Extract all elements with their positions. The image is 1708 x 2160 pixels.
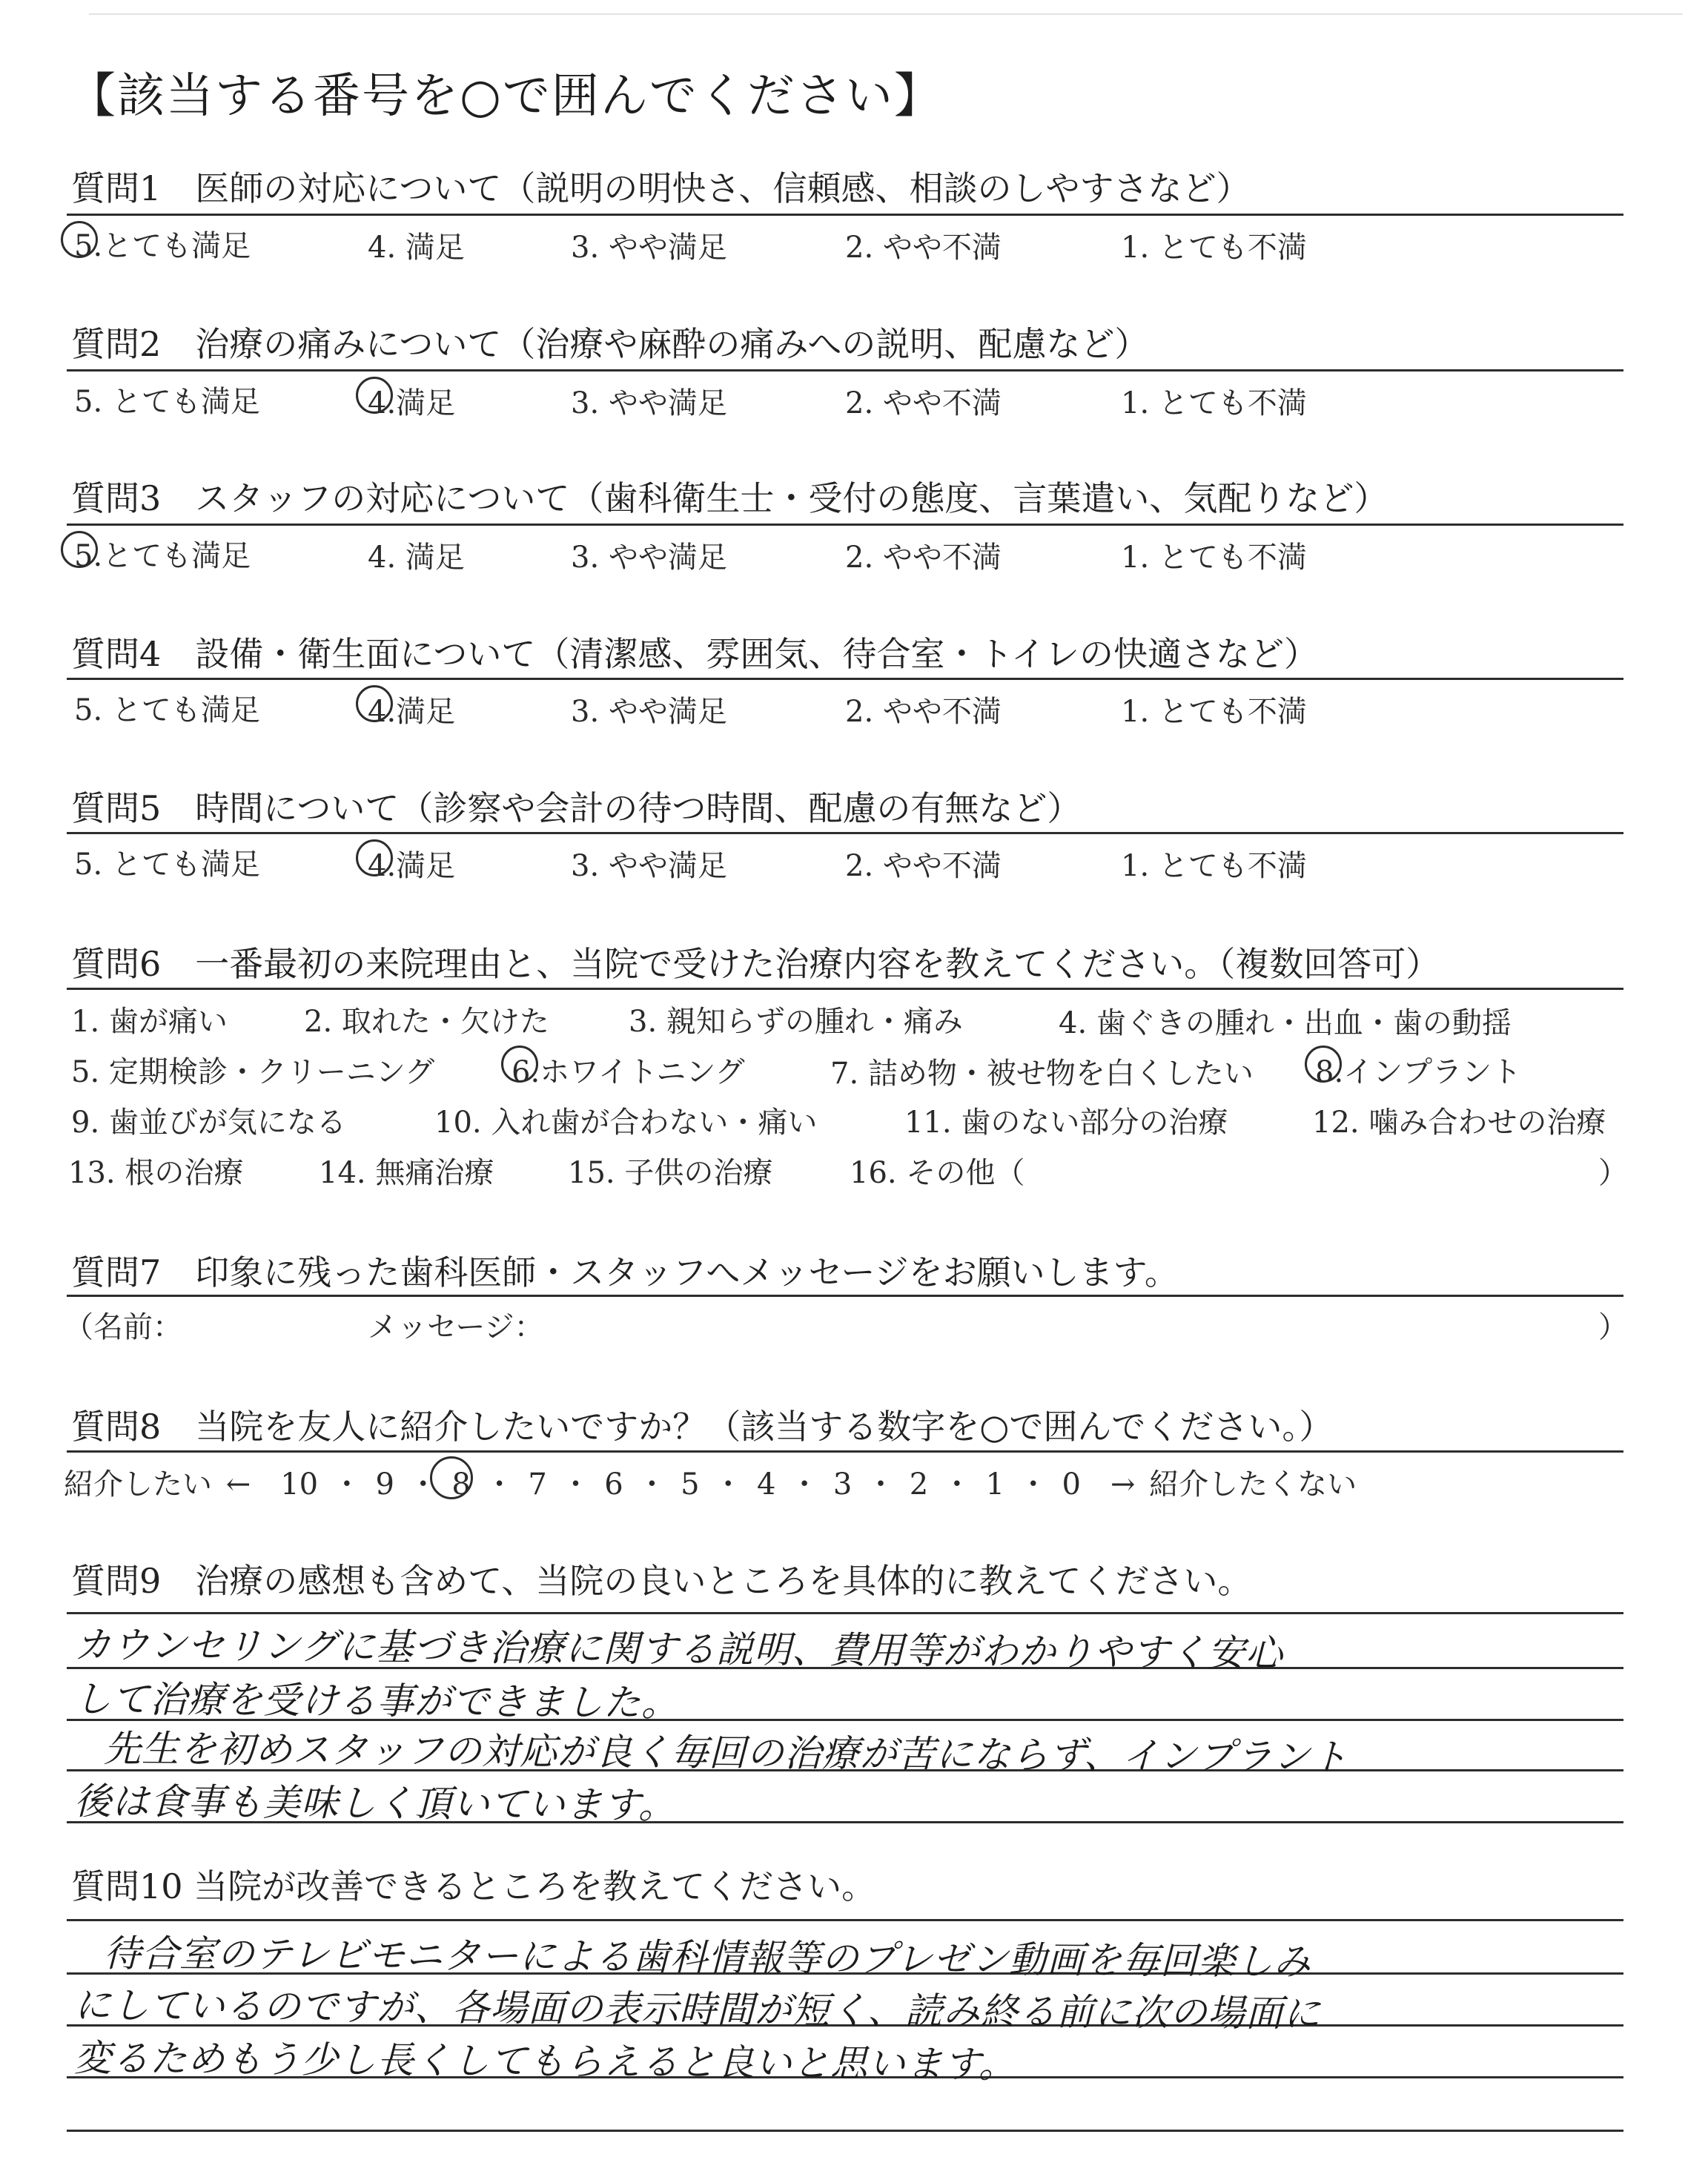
divider — [67, 369, 1623, 371]
answer-circle-mark — [356, 685, 393, 722]
q2-option-4[interactable]: 4.満足 — [368, 386, 456, 420]
q8-recommend-scale[interactable]: 紹介したい ← 10 ・ 9 ・ 8 ・ 7 ・ 6 ・ 5 ・ 4 ・ 3 ・ 2 ・ 1 ・ 0 → 紹介したくない — [64, 1467, 1357, 1502]
q10-answer-line-3: 変るためもう少し長くしてもらえると良いと思います。 — [73, 2036, 1017, 2087]
q1-option-2[interactable]: 2. やや不満 — [845, 231, 1002, 265]
q3-option-4[interactable]: 4. 満足 — [368, 541, 465, 575]
q6-option-16[interactable]: 16. その他（ — [850, 1156, 1025, 1190]
q6-option-5[interactable]: 5. 定期検診・クリーニング — [71, 1055, 435, 1089]
q5-option-1[interactable]: 1. とても不満 — [1121, 849, 1307, 883]
q2-option-1[interactable]: 1. とても不満 — [1121, 386, 1307, 420]
divider — [67, 678, 1623, 680]
q6-option-2[interactable]: 2. 取れた・欠けた — [304, 1005, 549, 1039]
q6-option-15[interactable]: 15. 子供の治療 — [568, 1156, 773, 1190]
answer-line — [67, 1919, 1623, 1921]
answer-line — [67, 2130, 1623, 2132]
q5-option-5[interactable]: 5. とても満足 — [74, 848, 260, 882]
question-3-title: 質問3 スタッフの対応について（歯科衛生士・受付の態度、言葉遣い、気配りなど） — [71, 478, 1388, 518]
question-6-title: 質問6 一番最初の来院理由と、当院で受けた治療内容を教えてください。（複数回答可） — [71, 944, 1440, 984]
q6-option-7[interactable]: 7. 詰め物・被せ物を白くしたい — [830, 1057, 1254, 1091]
q1-option-1[interactable]: 1. とても不満 — [1121, 231, 1307, 265]
q3-option-5[interactable]: 5.とても満足 — [74, 539, 251, 573]
question-5-title: 質問5 時間について（診察や会計の待つ時間、配慮の有無など） — [71, 788, 1082, 828]
divider — [67, 1295, 1623, 1297]
q1-option-4[interactable]: 4. 満足 — [368, 231, 465, 265]
q3-option-2[interactable]: 2. やや不満 — [845, 541, 1002, 575]
q4-option-2[interactable]: 2. やや不満 — [845, 695, 1002, 729]
q2-option-2[interactable]: 2. やや不満 — [845, 386, 1002, 420]
q7-name-label: （名前： — [64, 1310, 182, 1344]
q5-option-2[interactable]: 2. やや不満 — [845, 849, 1002, 883]
q1-option-5[interactable]: 5.とても満足 — [74, 229, 251, 263]
q10-answer-line-2: にしているのですが、各場面の表示時間が短く、読み終る前に次の場面に — [73, 1984, 1322, 2035]
answer-line — [67, 1612, 1623, 1614]
q5-option-4[interactable]: 4.満足 — [368, 849, 456, 883]
question-7-title: 質問7 印象に残った歯科医師・スタッフへメッセージをお願いします。 — [71, 1252, 1179, 1292]
q3-option-3[interactable]: 3. やや満足 — [571, 541, 727, 575]
question-9-title: 質問9 治療の感想も含めて、当院の良いところを具体的に教えてください。 — [71, 1561, 1252, 1601]
divider — [67, 524, 1623, 526]
q1-option-3[interactable]: 3. やや満足 — [571, 231, 727, 265]
divider — [67, 832, 1623, 834]
answer-circle-mark — [430, 1456, 473, 1499]
question-4-title: 質問4 設備・衛生面について（清潔感、雰囲気、待合室・トイレの快適さなど） — [71, 634, 1319, 674]
divider — [67, 988, 1623, 990]
q9-answer-line-1: カウンセリングに基づき治療に関する説明、費用等がわかりやすく安心 — [73, 1623, 1284, 1675]
answer-circle-mark — [501, 1046, 538, 1083]
q3-option-1[interactable]: 1. とても不満 — [1121, 541, 1307, 575]
q2-option-3[interactable]: 3. やや満足 — [571, 386, 727, 420]
answer-circle-mark — [356, 377, 393, 414]
q6-option-13[interactable]: 13. 根の治療 — [68, 1156, 244, 1190]
q7-message-label: メッセージ： — [368, 1310, 544, 1344]
q4-option-1[interactable]: 1. とても不満 — [1121, 695, 1307, 729]
question-2-title: 質問2 治療の痛みについて（治療や麻酔の痛みへの説明、配慮など） — [71, 324, 1149, 364]
answer-circle-mark — [1305, 1046, 1342, 1083]
page-title: 【該当する番号を○で囲んでください】 — [68, 69, 943, 124]
q6-option-1[interactable]: 1. 歯が痛い — [71, 1005, 228, 1039]
q6-option-12[interactable]: 12. 噛み合わせの治療 — [1312, 1106, 1606, 1140]
q7-close-paren: ） — [1598, 1310, 1628, 1344]
q2-option-5[interactable]: 5. とても満足 — [74, 385, 260, 419]
q6-option-4[interactable]: 4. 歯ぐきの腫れ・出血・歯の動揺 — [1059, 1006, 1512, 1040]
q6-option-8[interactable]: 8.インプラント — [1315, 1055, 1522, 1089]
q6-close-paren: ） — [1598, 1156, 1628, 1190]
question-8-title: 質問8 当院を友人に紹介したいですか？（該当する数字を○で囲んでください。） — [71, 1407, 1334, 1447]
q4-option-4[interactable]: 4.満足 — [368, 695, 456, 729]
q6-option-10[interactable]: 10. 入れ歯が合わない・痛い — [434, 1106, 818, 1140]
q4-option-3[interactable]: 3. やや満足 — [571, 695, 727, 729]
question-1-title: 質問1 医師の対応について（説明の明快さ、信頼感、相談のしやすさなど） — [71, 168, 1251, 208]
q9-answer-line-2: して治療を受ける事ができました。 — [73, 1677, 680, 1725]
q10-answer-line-1: 待合室のテレビモニターによる歯科情報等のプレゼン動画を毎回楽しみ — [103, 1932, 1312, 1984]
answer-circle-mark — [61, 221, 98, 258]
answer-circle-mark — [356, 839, 393, 876]
q6-option-14[interactable]: 14. 無痛治療 — [319, 1156, 494, 1190]
divider — [67, 214, 1623, 216]
q4-option-5[interactable]: 5. とても満足 — [74, 693, 260, 727]
top-border — [89, 13, 1683, 15]
question-10-title: 質問10 当院が改善できるところを教えてください。 — [71, 1866, 876, 1906]
q6-option-3[interactable]: 3. 親知らずの腫れ・痛み — [629, 1005, 963, 1039]
q9-answer-line-3: 先生を初めスタッフの対応が良く毎回の治療が苦にならず、インプラント — [103, 1727, 1349, 1779]
q6-option-9[interactable]: 9. 歯並びが気になる — [71, 1106, 346, 1140]
q5-option-3[interactable]: 3. やや満足 — [571, 849, 727, 883]
q6-option-11[interactable]: 11. 歯のない部分の治療 — [904, 1106, 1228, 1140]
q9-answer-line-4: 後は食事も美味しく頂いています。 — [73, 1780, 677, 1827]
divider — [67, 1450, 1623, 1453]
answer-circle-mark — [61, 531, 98, 568]
q6-option-6[interactable]: 6.ホワイトニング — [512, 1055, 745, 1089]
